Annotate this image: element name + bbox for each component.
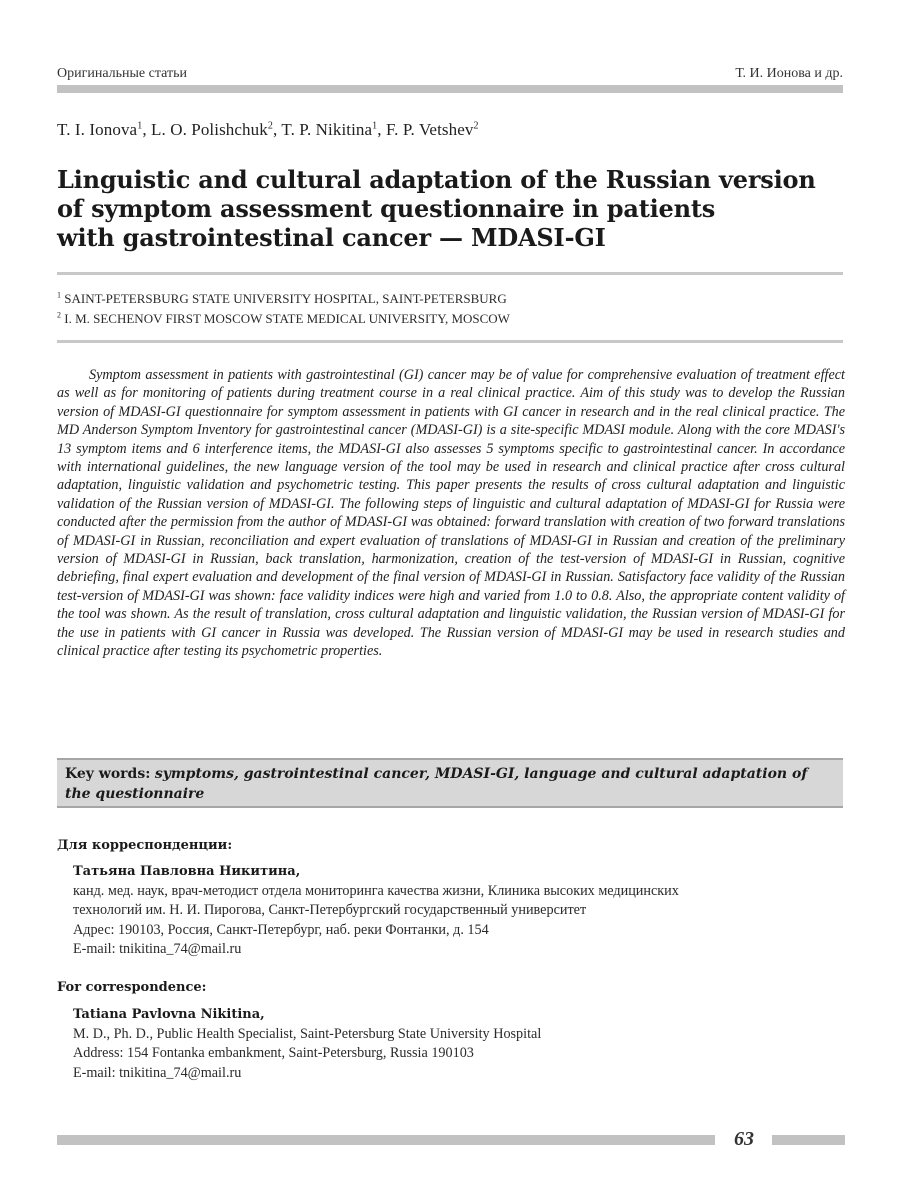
footer-rule-right [772,1135,845,1145]
title-rule [57,272,843,275]
title-line: Linguistic and cultural adaptation of the Russian version [57,165,816,194]
correspondence-en [73,1005,541,1083]
author-list [57,120,479,140]
abstract: Symptom assessment in patients with gastrointestinal (GI) cancer may be of value for comprehensive evaluation of treatment effect as well as for monitoring of patients during treatment course in a real clinical practice. Aim of this study was to develop the Russian version of MDASI-GI questionnaire for symptom assessment in patients with GI cancer in research and in the real clinical practice. The MD Anderson Symptom Inventory for gastrointestinal cancer (MDASI-GI) is a site-specific MDASI module. Along with the core MDASI's 13 symptom items and 6 interference items, the MDASI-GI also assesses 5 symptoms specific to gastrointestinal cancer. In accordance with international guidelines, the new language version of the tool may be used in research and clinical practice after cross cultural adaptation, linguistic validation and psychometric testing. This paper presents the results of cross cultural adaptation and linguistic validation of the Russian version of MDASI-GI. The following steps of linguistic and cultural adaptation of MDASI-GI for Russia were conducted after the permission from the author of MDASI-GI was obtained: forward translation with creation of two forward translations of MDASI-GI in Russian, reconciliation and expert evaluation of translations of MDASI-GI in Russian and creation of the preliminary version of MDASI-GI in Russian, back translation, harmonization, creation of the test-version of MDASI-GI in Russian, cognitive debriefing, final expert evaluation and development of the final version of MDASI-GI in Russian. Satisfactory face validity of the Russian test-version of MDASI-GI was shown: face validity indices were high and varied from 1.0 to 0.8. Also, the appropriate content validity of the tool was shown. As the result of translation, cross cultural adaptation and linguistic validation, the Russian version of MDASI-GI for the use in patients with GI cancer in Russia was developed. The Russian version of MDASI-GI may be used in research studies and clinical practice after testing its psychometric properties. [57,367,845,660]
keywords-text: symptoms, gastrointestinal cancer, MDASI-GI, language and cultural adaptation of the questionnaire [65,766,808,802]
title-line: of symptom assessment questionnaire in patients [57,194,716,223]
contact-name: Татьяна Павловна Никитина, [73,864,301,879]
title-line: with gastrointestinal cancer — MDASI-GI [57,223,606,252]
author: L. O. Polishchuk$^2$, [151,120,282,139]
correspondence-ru [73,862,679,959]
contact-institution: технологий им. Н. И. Пирогова, Санкт-Петербургский государственный университет [73,902,587,919]
contact-name: Tatiana Pavlovna Nikitina, [73,1007,265,1022]
footer-rule-left [57,1135,715,1145]
running-header [57,60,843,82]
correspondence-heading-en: For correspondence: [57,980,207,995]
contact-email: E-mail: tnikitina_74@mail.ru [73,1064,242,1081]
affiliation: $^1$ SAINT-PETERSBURG STATE UNIVERSITY HOSPITAL, SAINT-PETERSBURG [57,290,507,306]
affiliation-list [57,289,510,329]
keywords-box [57,758,843,808]
running-authors: Т. И. Ионова и др. [735,66,843,81]
contact-position: канд. мед. наук, врач-методист отдела мониторинга качества жизни, Клиника высоких медицинских [73,883,679,899]
author: T. I. Ionova$^1$, [57,120,152,139]
keywords-label: Key words: [65,766,151,782]
article-title [57,165,850,252]
affiliation-rule [57,340,843,343]
page-number: 63 [734,1128,754,1150]
author: F. P. Vetshev$^2$ [385,120,479,139]
header-rule [57,85,843,93]
affiliation: $^2$ I. M. SECHENOV FIRST MOSCOW STATE MEDICAL UNIVERSITY, MOSCOW [57,310,510,326]
contact-email: E-mail: tnikitina_74@mail.ru [73,940,242,957]
correspondence-heading-ru: Для корреспонденции: [57,838,233,853]
contact-position: M. D., Ph. D., Public Health Specialist, Saint-Petersburg State University Hospital [73,1026,542,1042]
contact-address: Адрес: 190103, Россия, Санкт-Петербург, наб. реки Фонтанки, д. 154 [73,921,489,938]
contact-address: Address: 154 Fontanka embankment, Saint-Petersburg, Russia 190103 [73,1045,474,1062]
author: T. P. Nikitina$^1$, [281,120,386,139]
section-name: Оригинальные статьи [57,66,187,81]
